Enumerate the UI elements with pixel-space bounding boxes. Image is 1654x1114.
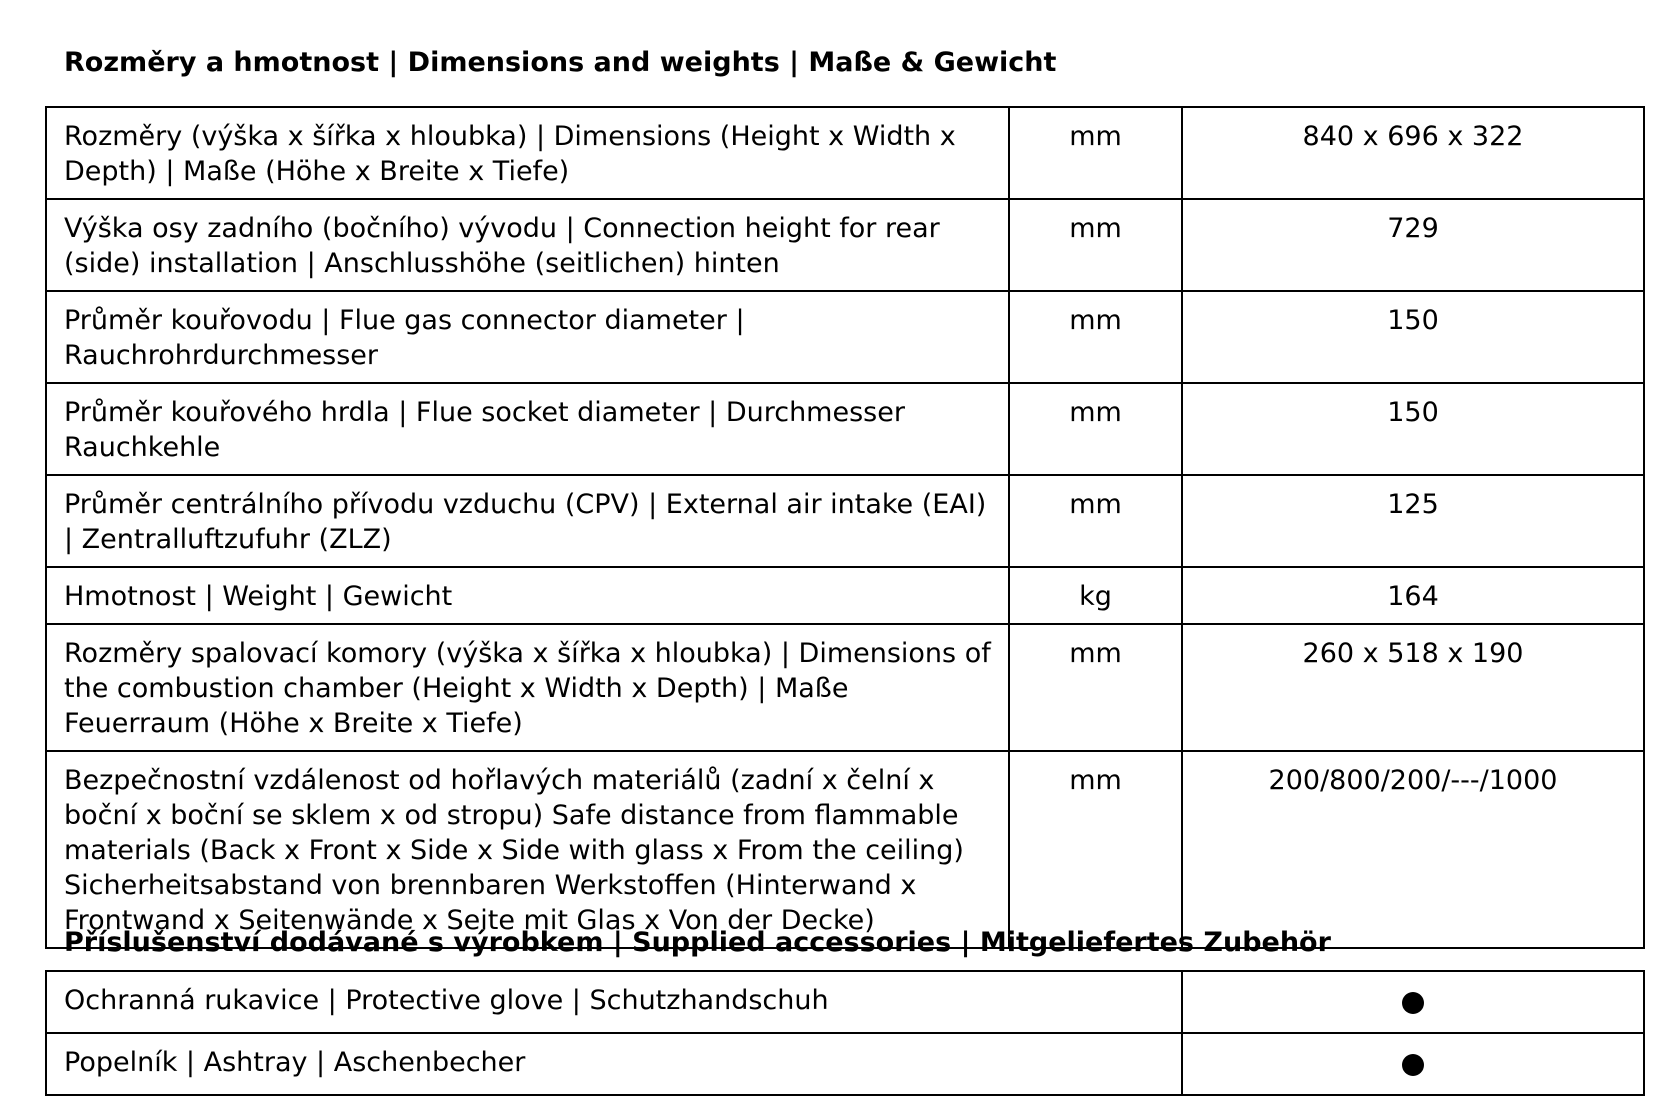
row-label: Hmotnost | Weight | Gewicht: [46, 567, 1009, 624]
row-value: 840 x 696 x 322: [1182, 107, 1644, 199]
row-unit: mm: [1009, 475, 1182, 567]
row-unit: mm: [1009, 383, 1182, 475]
table-row: [46, 383, 1644, 475]
filled-circle-icon: [1402, 1054, 1424, 1076]
accessory-label: Popelník | Ashtray | Aschenbecher: [46, 1033, 1182, 1095]
included-cell: [1182, 1033, 1644, 1095]
row-label: Rozměry (výška x šířka x hloubka) | Dimensions (Height x Width x Depth) | Maße (Höhe x Breite x Tiefe): [46, 107, 1009, 199]
row-label: Bezpečnostní vzdálenost od hořlavých materiálů (zadní x čelní x boční x boční se sklem x od stropu) Safe distance from flammable materials (Back x Front x Side x Side with glass x From the ceiling) Sicherheitsabstand von brennbaren Werkstoffen (Hinterwand x Frontwand x Seitenwände x Seite mit Glas x Von der Decke): [46, 751, 1009, 948]
table-row: [46, 475, 1644, 567]
row-unit: mm: [1009, 751, 1182, 948]
row-value: 729: [1182, 199, 1644, 291]
row-value: 150: [1182, 383, 1644, 475]
table-row: [46, 199, 1644, 291]
row-label: Rozměry spalovací komory (výška x šířka x hloubka) | Dimensions of the combustion chamber (Height x Width x Depth) | Maße Feuerraum (Höhe x Breite x Tiefe): [46, 624, 1009, 751]
dimensions-section-title: Rozměry a hmotnost | Dimensions and weights | Maße & Gewicht: [64, 47, 1057, 78]
row-value: 260 x 518 x 190: [1182, 624, 1644, 751]
included-cell: [1182, 971, 1644, 1033]
table-row: [46, 624, 1644, 751]
row-unit: kg: [1009, 567, 1182, 624]
table-row: [46, 567, 1644, 624]
row-label: Průměr kouřovodu | Flue gas connector diameter | Rauchrohrdurchmesser: [46, 291, 1009, 383]
row-value: 125: [1182, 475, 1644, 567]
row-label: Průměr kouřového hrdla | Flue socket diameter | Durchmesser Rauchkehle: [46, 383, 1009, 475]
row-label: Výška osy zadního (bočního) vývodu | Connection height for rear (side) installation | Anschlusshöhe (seitlichen) hinten: [46, 199, 1009, 291]
table-row: [46, 1033, 1644, 1095]
row-unit: mm: [1009, 624, 1182, 751]
table-row: [46, 291, 1644, 383]
row-value: 200/800/200/---/1000: [1182, 751, 1644, 948]
dimensions-table: [45, 106, 1645, 949]
row-value: 150: [1182, 291, 1644, 383]
table-row: [46, 971, 1644, 1033]
row-value: 164: [1182, 567, 1644, 624]
row-label: Průměr centrálního přívodu vzduchu (CPV) | External air intake (EAI) | Zentralluftzufuhr (ZLZ): [46, 475, 1009, 567]
table-row: [46, 751, 1644, 948]
row-unit: mm: [1009, 107, 1182, 199]
accessories-table: [45, 970, 1645, 1096]
accessories-section-title: Příslušenství dodávané s výrobkem | Supplied accessories | Mitgeliefertes Zubehör: [64, 927, 1331, 958]
accessory-label: Ochranná rukavice | Protective glove | Schutzhandschuh: [46, 971, 1182, 1033]
row-unit: mm: [1009, 199, 1182, 291]
row-unit: mm: [1009, 291, 1182, 383]
table-row: [46, 107, 1644, 199]
filled-circle-icon: [1402, 992, 1424, 1014]
